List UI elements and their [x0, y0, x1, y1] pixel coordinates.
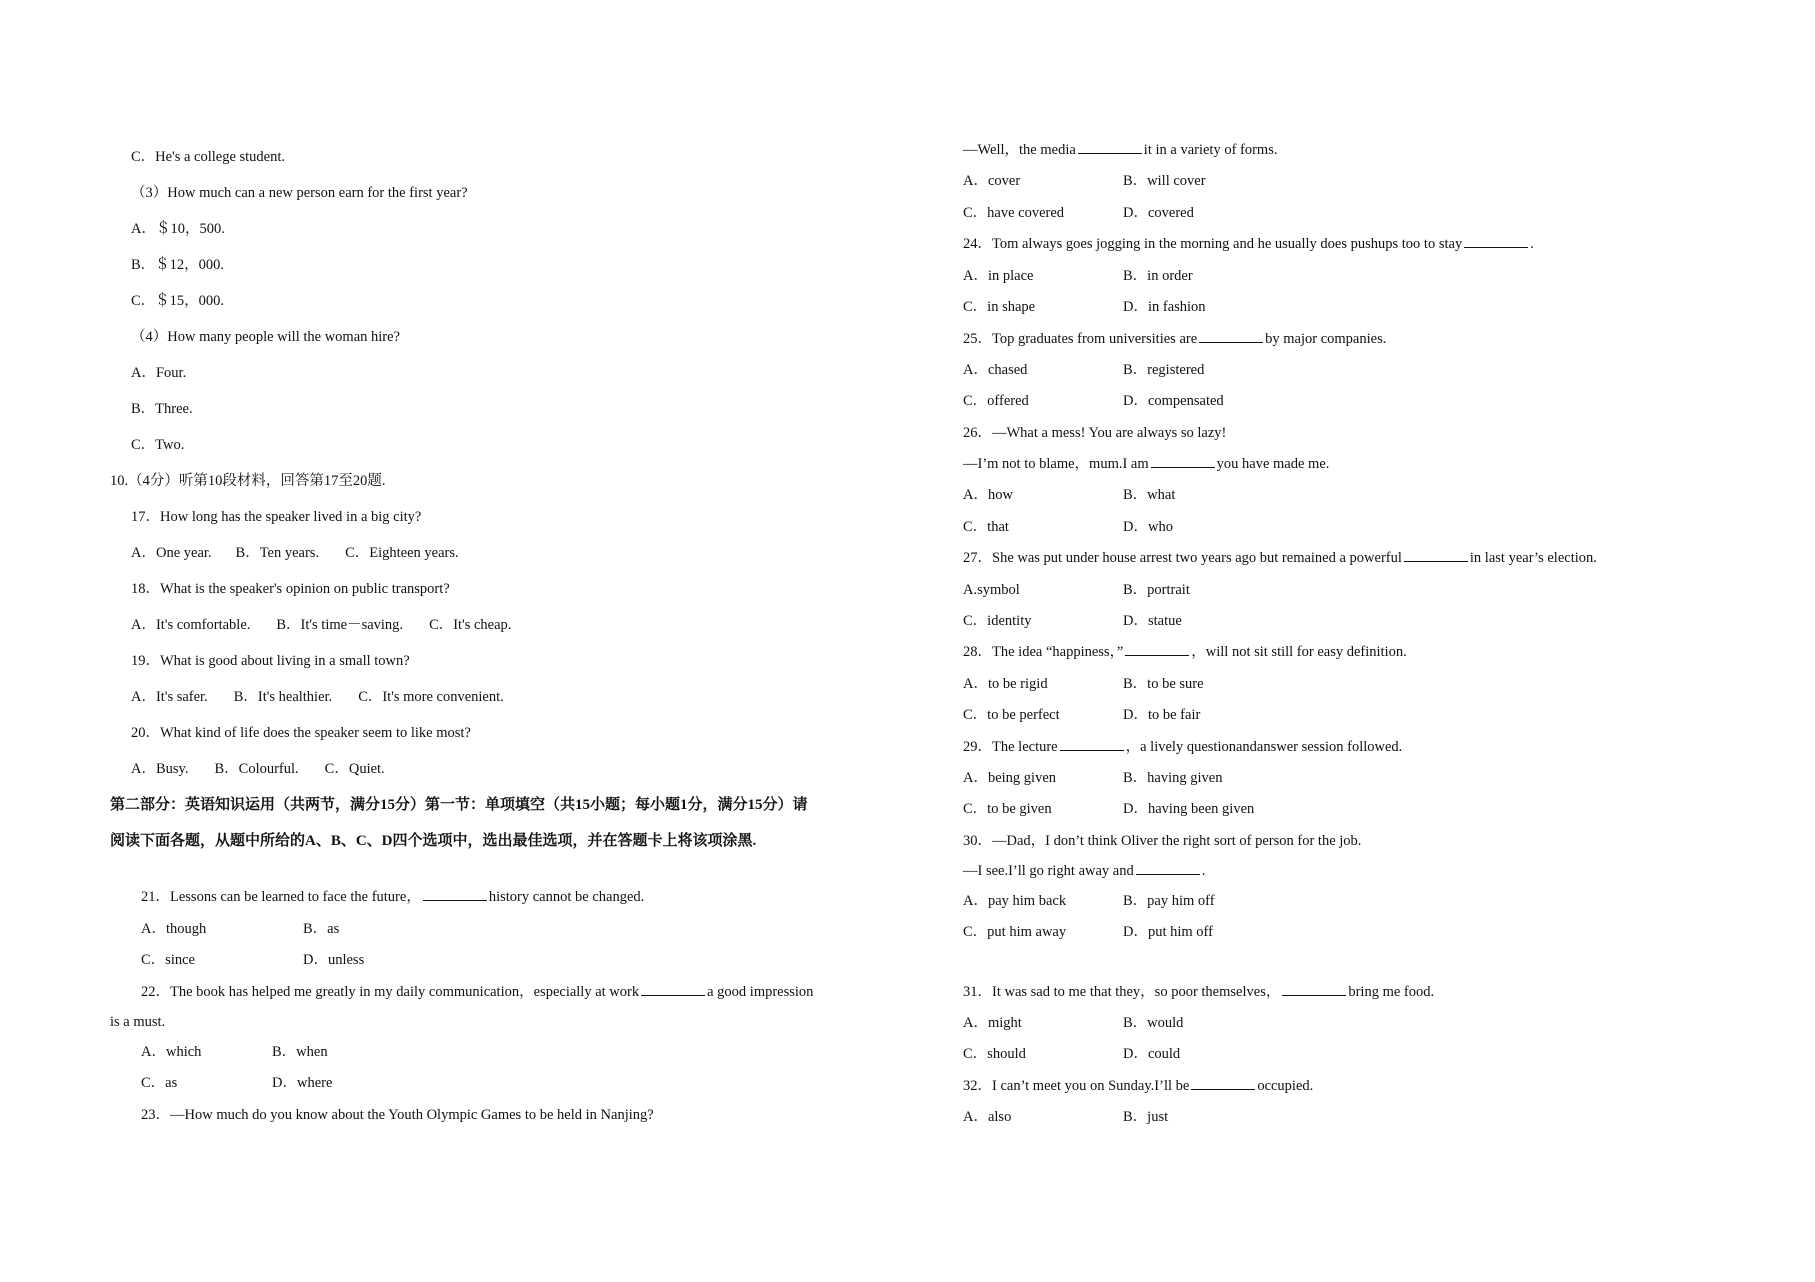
q9-3-option-c: C．＄15，000.: [131, 293, 225, 309]
q19-option-c: C．It's more convenient.: [358, 689, 504, 705]
q25-blank: [1199, 330, 1263, 343]
q24-blank: [1464, 235, 1528, 248]
q26-option-b: B．what: [1123, 487, 1176, 503]
q29-option-d: D．having been given: [1123, 801, 1255, 817]
q23-option-d: D．covered: [1123, 205, 1194, 221]
q19-option-a: A．It's safer.: [131, 689, 208, 705]
q32-option-a: A．also: [963, 1109, 1012, 1125]
q20-option-c: C．Quiet.: [324, 761, 385, 777]
q17-option-b: B．Ten years.: [235, 545, 320, 561]
q23-option-a: A．cover: [963, 173, 1021, 189]
q29-blank: [1060, 738, 1124, 751]
part2-heading-line2: 阅读下面各题，从题中所给的A、B、C、D四个选项中，选出最佳选项，并在答题卡上将该项涂黑.: [110, 833, 757, 849]
q21-option-c: C．since: [141, 952, 195, 968]
q26-option-a: A．how: [963, 487, 1013, 503]
q25-question: 25．Top graduates from universities are by major companies.: [963, 331, 1387, 347]
q27-option-a: A.symbol: [963, 582, 1020, 598]
q21-option-b: B．as: [303, 921, 340, 937]
q25-option-a: A．chased: [963, 362, 1028, 378]
q24-option-b: B．in order: [1123, 268, 1193, 284]
q31-option-d: D．could: [1123, 1046, 1181, 1062]
q26-reply: —I’m not to blame，mum.I am you have made me.: [963, 456, 1330, 472]
q22-option-d: D．where: [272, 1075, 333, 1091]
q28-option-b: B．to be sure: [1123, 676, 1204, 692]
q22-option-b: B．when: [272, 1044, 328, 1060]
q26-blank: [1151, 455, 1215, 468]
q22-blank: [641, 983, 705, 996]
q29-question: 29．The lecture ，a lively questionandanswer session followed.: [963, 739, 1403, 755]
q28-question: 28．The idea “happiness，” ，will not sit still for easy definition.: [963, 644, 1407, 660]
q21-blank: [423, 888, 487, 901]
q20-options: [131, 760, 385, 778]
q17-options: [131, 544, 459, 562]
q31-option-a: A．might: [963, 1015, 1022, 1031]
q29-option-b: B．having given: [1123, 770, 1223, 786]
q26-question: 26．—What a mess! You are always so lazy!: [963, 425, 1227, 441]
q32-question: 32．I can’t meet you on Sunday.I’ll be occupied.: [963, 1078, 1314, 1094]
q9-3-option-b: B．＄12，000.: [131, 257, 225, 273]
q9-4-option-a: A．Four.: [131, 365, 187, 381]
q19-option-b: B．It's healthier.: [233, 689, 333, 705]
q9-option-c: C．He's a college student.: [131, 149, 286, 165]
q20-option-a: A．Busy.: [131, 761, 189, 777]
q17-question: 17．How long has the speaker lived in a big city?: [131, 509, 422, 525]
q30-question: 30．—Dad，I don’t think Oliver the right sort of person for the job.: [963, 833, 1362, 849]
q24-option-c: C．in shape: [963, 299, 1036, 315]
q23-question: 23．—How much do you know about the Youth Olympic Games to be held in Nanjing?: [141, 1107, 654, 1123]
q19-question: 19．What is good about living in a small town?: [131, 653, 410, 669]
q22-option-c: C．as: [141, 1075, 178, 1091]
q9-4-option-c: C．Two.: [131, 437, 185, 453]
q30-reply: —I see.I’ll go right away and .: [963, 863, 1206, 879]
q21-option-a: A．though: [141, 921, 207, 937]
q9-4-option-b: B．Three.: [131, 401, 193, 417]
q29-option-c: C．to be given: [963, 801, 1052, 817]
q24-option-a: A．in place: [963, 268, 1034, 284]
q9-3-option-a: A．＄10，500.: [131, 221, 225, 237]
q25-option-d: D．compensated: [1123, 393, 1224, 409]
q28-blank: [1125, 643, 1189, 656]
q27-blank: [1404, 549, 1468, 562]
q23-option-b: B．will cover: [1123, 173, 1206, 189]
q30-blank: [1136, 862, 1200, 875]
q21-option-d: D．unless: [303, 952, 365, 968]
q27-question: 27．She was put under house arrest two years ago but remained a powerful in last year’s election.: [963, 550, 1597, 566]
q22-continuation: is a must.: [110, 1014, 166, 1030]
q30-option-c: C．put him away: [963, 924, 1067, 940]
q9-4-question: （4）How many people will the woman hire?: [131, 329, 400, 345]
q30-option-a: A．pay him back: [963, 893, 1067, 909]
q22-question: 22．The book has helped me greatly in my daily communication，especially at work a good impression: [141, 984, 814, 1000]
q31-option-b: B．would: [1123, 1015, 1184, 1031]
q25-option-b: B．registered: [1123, 362, 1205, 378]
q28-option-d: D．to be fair: [1123, 707, 1201, 723]
q22-option-a: A．which: [141, 1044, 202, 1060]
q31-option-c: C．should: [963, 1046, 1026, 1062]
q29-option-a: A．being given: [963, 770, 1057, 786]
q28-option-a: A．to be rigid: [963, 676, 1048, 692]
q24-option-d: D．in fashion: [1123, 299, 1206, 315]
q32-blank: [1191, 1077, 1255, 1090]
q25-option-c: C．offered: [963, 393, 1029, 409]
q23-option-c: C．have covered: [963, 205, 1065, 221]
q28-option-c: C．to be perfect: [963, 707, 1060, 723]
q18-option-c: C．It's cheap.: [429, 617, 512, 633]
q18-option-b: B．It's time－saving.: [276, 617, 404, 633]
q32-option-b: B．just: [1123, 1109, 1169, 1125]
q18-option-a: A．It's comfortable.: [131, 617, 251, 633]
q9-3-question: （3）How much can a new person earn for the first year?: [131, 185, 468, 201]
q27-option-c: C．identity: [963, 613, 1032, 629]
q20-option-b: B．Colourful.: [214, 761, 299, 777]
q19-options: [131, 688, 504, 706]
part2-heading-line1: 第二部分：英语知识运用（共两节，满分15分）第一节：单项填空（共15小题；每小题1分，满分15分）请: [110, 797, 808, 813]
q10-heading: 10.（4分）听第10段材料，回答第17至20题.: [110, 473, 386, 489]
q30-option-b: B．pay him off: [1123, 893, 1215, 909]
q27-option-b: B．portrait: [1123, 582, 1190, 598]
q23-blank: [1078, 141, 1142, 154]
q17-option-a: A．One year.: [131, 545, 212, 561]
q27-option-d: D．statue: [1123, 613, 1182, 629]
q31-question: 31．It was sad to me that they，so poor themselves， bring me food.: [963, 984, 1435, 1000]
q21-question: 21．Lessons can be learned to face the future， history cannot be changed.: [141, 889, 645, 905]
q20-question: 20．What kind of life does the speaker seem to like most?: [131, 725, 471, 741]
q18-options: [131, 616, 511, 634]
q23-reply: —Well，the media it in a variety of forms.: [963, 142, 1278, 158]
q17-option-c: C．Eighteen years.: [345, 545, 459, 561]
q31-blank: [1282, 983, 1346, 996]
q30-option-d: D．put him off: [1123, 924, 1213, 940]
q26-option-c: C．that: [963, 519, 1009, 535]
q26-option-d: D．who: [1123, 519, 1173, 535]
q24-question: 24．Tom always goes jogging in the morning and he usually does pushups too to stay .: [963, 236, 1534, 252]
q18-question: 18．What is the speaker's opinion on public transport?: [131, 581, 450, 597]
